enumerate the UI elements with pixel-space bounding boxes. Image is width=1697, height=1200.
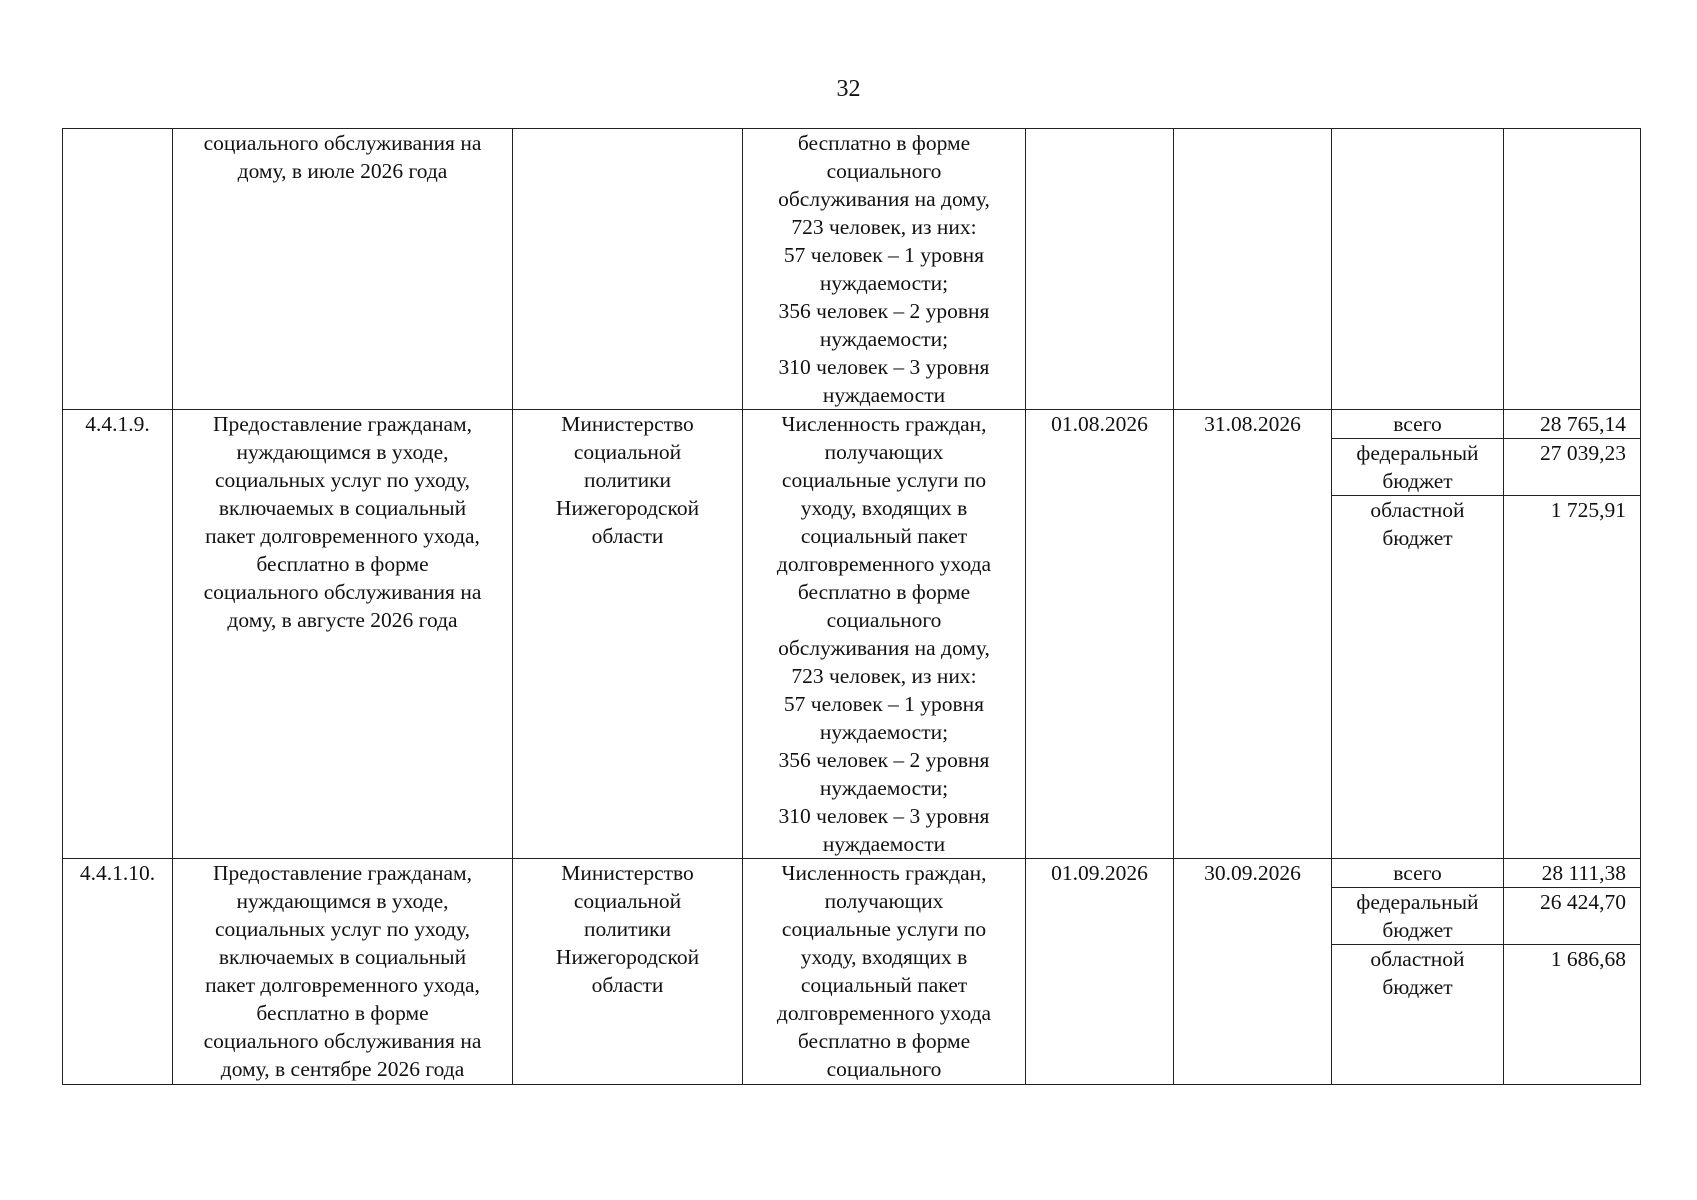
row-start-date-cell: 01.08.2026 <box>1026 410 1174 859</box>
row-id-cell: 4.4.1.10. <box>63 859 173 1085</box>
row-end-date-cell: 30.09.2026 <box>1174 859 1332 1085</box>
row-indicator-cell: бесплатно в форме социального обслуживания на дому, 723 человек, из них: 57 человек – 1 уровня нуждаемости; 356 человек – 2 уровня нуждаемости; 310 человек – 3 уровня нуждаемости <box>743 129 1026 410</box>
row-description-cell: Предоставление гражданам, нуждающимся в уходе, социальных услуг по уходу, включаемых в социальный пакет долговременного ухода, бесплатно в форме социального обслуживания на дому, в сентябре 2026 года <box>173 859 513 1085</box>
row-indicator-cell: Численность граждан, получающих социальные услуги по уходу, входящих в социальный пакет долговременного ухода бесплатно в форме социального <box>743 859 1026 1085</box>
row-executor-cell: Министерство социальной политики Нижегородской области <box>513 410 743 859</box>
row-description-cell: социального обслуживания на дому, в июле 2026 года <box>173 129 513 410</box>
funding-amount-cell: 27 039,23 <box>1504 439 1641 496</box>
row-start-date-cell: 01.09.2026 <box>1026 859 1174 1085</box>
funding-amount-cell: 26 424,70 <box>1504 888 1641 945</box>
row-end-date-cell: 31.08.2026 <box>1174 410 1332 859</box>
funding-source-cell: федеральный бюджет <box>1332 439 1504 496</box>
row-indicator-cell: Численность граждан, получающих социальные услуги по уходу, входящих в социальный пакет долговременного ухода бесплатно в форме социального обслуживания на дому, 723 человек, из них: 57 человек – 1 уровня нуждаемости; 356 человек – 2 уровня нуждаемости; 310 человек – 3 уровня нуждаемости <box>743 410 1026 859</box>
funding-amount-cell: 1 725,91 <box>1504 496 1641 859</box>
funding-amount-cell: 28 111,38 <box>1504 859 1641 888</box>
funding-source-cell: областной бюджет <box>1332 945 1504 1085</box>
funding-source-cell: областной бюджет <box>1332 496 1504 859</box>
row-id-cell <box>63 129 173 410</box>
row-executor-cell <box>513 129 743 410</box>
row-start-date-cell <box>1026 129 1174 410</box>
row-executor-cell: Министерство социальной политики Нижегородской области <box>513 859 743 1085</box>
funding-source-cell: всего <box>1332 859 1504 888</box>
funding-amount-cell <box>1504 129 1641 410</box>
funding-source-cell: всего <box>1332 410 1504 439</box>
table-row <box>63 859 1641 888</box>
funding-source-cell <box>1332 129 1504 410</box>
row-id-cell: 4.4.1.9. <box>63 410 173 859</box>
activity-table <box>62 128 1641 1085</box>
row-description-cell: Предоставление гражданам, нуждающимся в уходе, социальных услуг по уходу, включаемых в социальный пакет долговременного ухода, бесплатно в форме социального обслуживания на дому, в августе 2026 года <box>173 410 513 859</box>
funding-source-cell: федеральный бюджет <box>1332 888 1504 945</box>
row-end-date-cell <box>1174 129 1332 410</box>
funding-amount-cell: 1 686,68 <box>1504 945 1641 1085</box>
page-number: 32 <box>836 76 861 102</box>
funding-amount-cell: 28 765,14 <box>1504 410 1641 439</box>
table-row <box>63 410 1641 439</box>
table-row <box>63 129 1641 410</box>
